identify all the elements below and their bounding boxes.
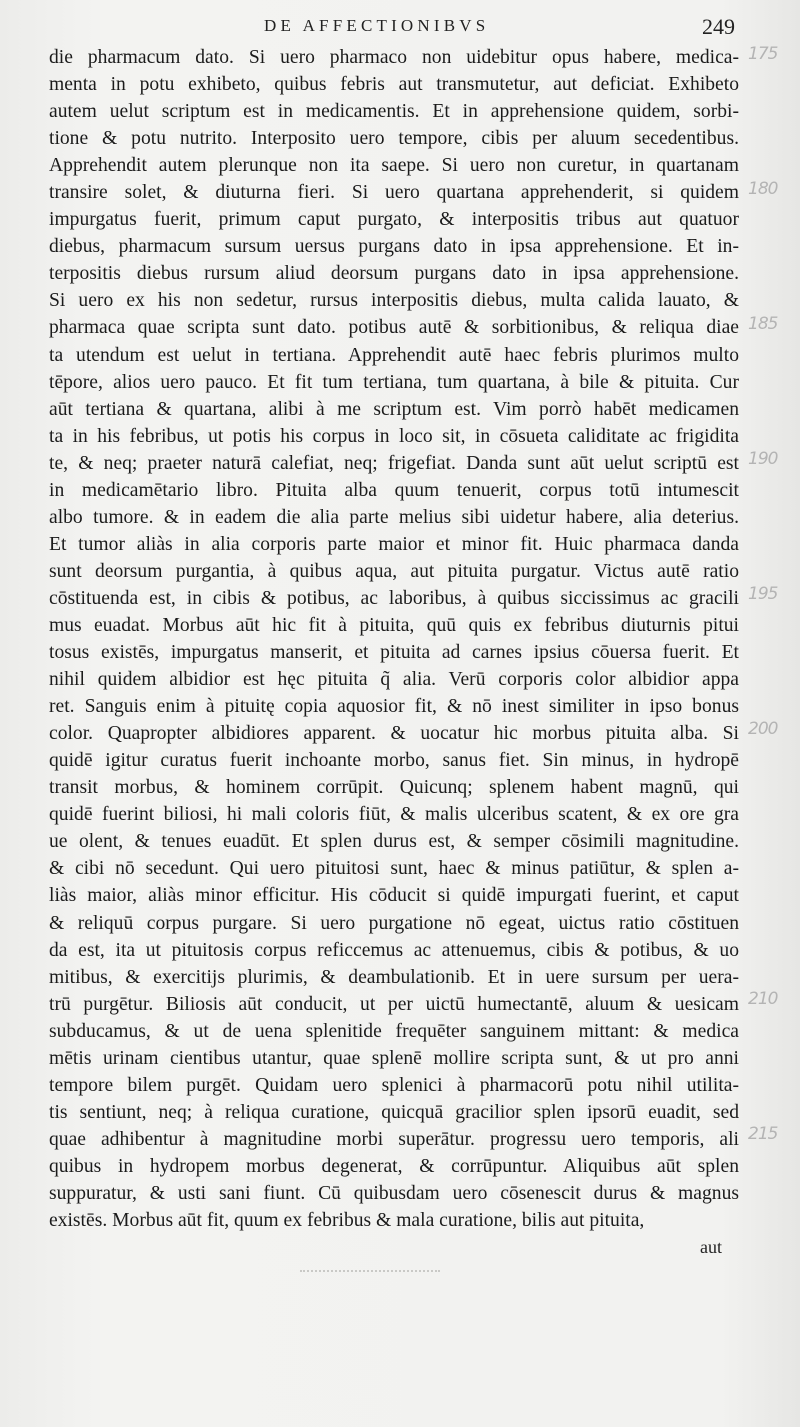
text-line: ue olent, & tenues euadūt. Et splen durus est, & semper cōsimili magnitudine. <box>49 831 739 853</box>
text-line: tis sentiunt, neq; à reliqua curatione, quicquā gracilior splen ipsorū euadit, sed <box>49 1101 739 1123</box>
text-line: liàs maior, aliàs minor efficitur. His cōducit si quidē impurgati fuerint, et caput <box>49 885 739 907</box>
text-line: albo tumore. & in eadem die alia parte melius sibi uidetur habere, alia deterius. <box>49 506 739 528</box>
text-line: tempore bilem purgēt. Quidam uero splenici à pharmacorū potu nihil utilita- <box>49 1074 739 1096</box>
text-line: autem uelut scriptum est in medicamentis. Et in apprehensione quidem, sorbi- <box>49 101 739 123</box>
text-line: transire solet, & diuturna fieri. Si uero quartana apprehenderit, si quidem <box>49 182 739 204</box>
text-line: mitibus, & exercitijs plurimis, & deambulationib. Et in uere sursum per uera- <box>49 966 739 988</box>
text-line: mus euadat. Morbus aūt hic fit à pituita, quū quis ex febribus diuturnis pitui <box>49 614 739 636</box>
page-number: 249 <box>702 14 735 39</box>
margin-note: 175 <box>748 44 778 64</box>
text-line: pharmaca quae scripta sunt dato. potibus autē & sorbitionibus, & reliqua diae <box>49 317 739 339</box>
text-line: nihil quidem albidior est hęc pituita q̃ alia. Verū corporis color albidior appa <box>49 669 739 691</box>
text-line: quae adhibentur à magnitudine morbi superātur. progressu uero temporis, ali <box>49 1128 739 1150</box>
margin-note: 190 <box>748 449 778 469</box>
body-text <box>49 44 739 1234</box>
text-line: color. Quapropter albidiores apparent. & uocatur hic morbus pituita alba. Si <box>49 723 739 745</box>
text-line: trū purgētur. Biliosis aūt conducit, ut per uictū humectantē, aluum & uesicam <box>49 993 739 1015</box>
text-line: ta utendum est uelut in tertiana. Apprehendit autē haec febris plurimos multo <box>49 344 739 366</box>
margin-note: 210 <box>748 989 778 1009</box>
text-line: & reliquū corpus purgare. Si uero purgatione nō egeat, uictus ratio cōstituen <box>49 912 739 934</box>
catchword: aut <box>700 1237 722 1257</box>
text-line: impurgatus fuerit, primum caput purgato, & interpositis tribus aut quatuor <box>49 209 739 231</box>
margin-note: 215 <box>748 1124 778 1144</box>
text-line: diebus, pharmacum sursum uersus purgans dato in ipsa apprehensione. Et in- <box>49 236 739 258</box>
text-line: mētis urinam cientibus utantur, quae splenē mollire scripta sunt, & ut pro anni <box>49 1047 739 1069</box>
margin-note: 195 <box>748 584 778 604</box>
text-line: Et tumor aliàs in alia corporis parte maior et minor fit. Huic pharmaca danda <box>49 533 739 555</box>
text-line: tosus existēs, impurgatus manserit, et pituita ad carnes ipsius cōuersa fuerit. Et <box>49 642 739 664</box>
text-line: quibus in hydropem morbus degenerat, & corrūpuntur. Aliquibus aūt splen <box>49 1155 739 1177</box>
running-title: DE AFFECTIONIBVS <box>264 16 490 35</box>
running-head <box>0 14 800 44</box>
text-line: & cibi nō secedunt. Qui uero pituitosi sunt, haec & minus patiūtur, & splen a- <box>49 858 739 880</box>
margin-note: 200 <box>748 719 778 739</box>
text-line: subducamus, & ut de uena splenitide frequēter sanguinem mittant: & medica <box>49 1020 739 1042</box>
text-line: Apprehendit autem plerunque non ita saepe. Si uero non curetur, in quartanam <box>49 155 739 177</box>
text-line: ta in his febribus, ut potis his corpus in loco sit, in cōsueta caliditate ac frigidita <box>49 425 739 447</box>
text-line: suppuratur, & usti sani fiunt. Cū quibusdam uero cōsenescit durus & magnus <box>49 1182 739 1204</box>
text-line: terpositis diebus rursum aliud deorsum purgans dato in ipsa apprehensione. <box>49 263 739 285</box>
text-line: tēpore, alios uero pauco. Et fit tum tertiana, tum quartana, à bile & pituita. Cur <box>49 371 739 393</box>
text-line: quidē fuerint biliosi, hi mali coloris fiūt, & malis ulceribus scatent, & ex ore gra <box>49 804 739 826</box>
text-line: menta in potu exhibeto, quibus febris aut transmutetur, aut deficiat. Exhibeto <box>49 74 739 96</box>
text-line: die pharmacum dato. Si uero pharmaco non uidebitur opus habere, medica- <box>49 47 739 68</box>
text-line: cōstituenda est, in cibis & potibus, ac laboribus, à quibus siccissimus ac gracili <box>49 587 739 609</box>
text-line: aūt tertiana & quartana, alibi à me scriptum est. Vim porrò habēt medicamen <box>49 398 739 420</box>
text-line: ret. Sanguis enim à pituitę copia aquosior fit, & nō inest similiter in ipso bonus <box>49 696 739 718</box>
text-line: da est, ita ut pituitosis corpus reficcemus ac attenuemus, cibis & potibus, & uo <box>49 939 739 961</box>
text-line: transit morbus, & hominem corrūpit. Quicunq; splenem habent magnū, qui <box>49 777 739 799</box>
text-line: sunt deorsum purgantia, à quibus aqua, aut pituita purgatur. Victus autē ratio <box>49 560 739 582</box>
stray-marks <box>300 1260 440 1272</box>
text-line: existēs. Morbus aūt fit, quum ex febribus & mala curatione, bilis aut pituita, <box>49 1210 645 1232</box>
text-line: te, & neq; praeter naturā calefiat, neq; frigefiat. Danda sunt aūt uelut scriptū est <box>49 452 739 474</box>
text-line: in medicamētario libro. Pituita alba quum tenuerit, corpus totū intumescit <box>49 479 739 501</box>
text-line: Si uero ex his non sedetur, rursus interpositis diebus, multa calida lauato, & <box>49 290 739 312</box>
margin-note: 185 <box>748 314 778 334</box>
text-line: quidē igitur curatus fuerit inchoante morbo, sanus fiet. Sin minus, in hydropē <box>49 750 739 772</box>
text-line: tione & potu nutrito. Interposito uero tempore, cibis per aluum secedentibus. <box>49 128 739 150</box>
margin-note: 180 <box>748 179 778 199</box>
